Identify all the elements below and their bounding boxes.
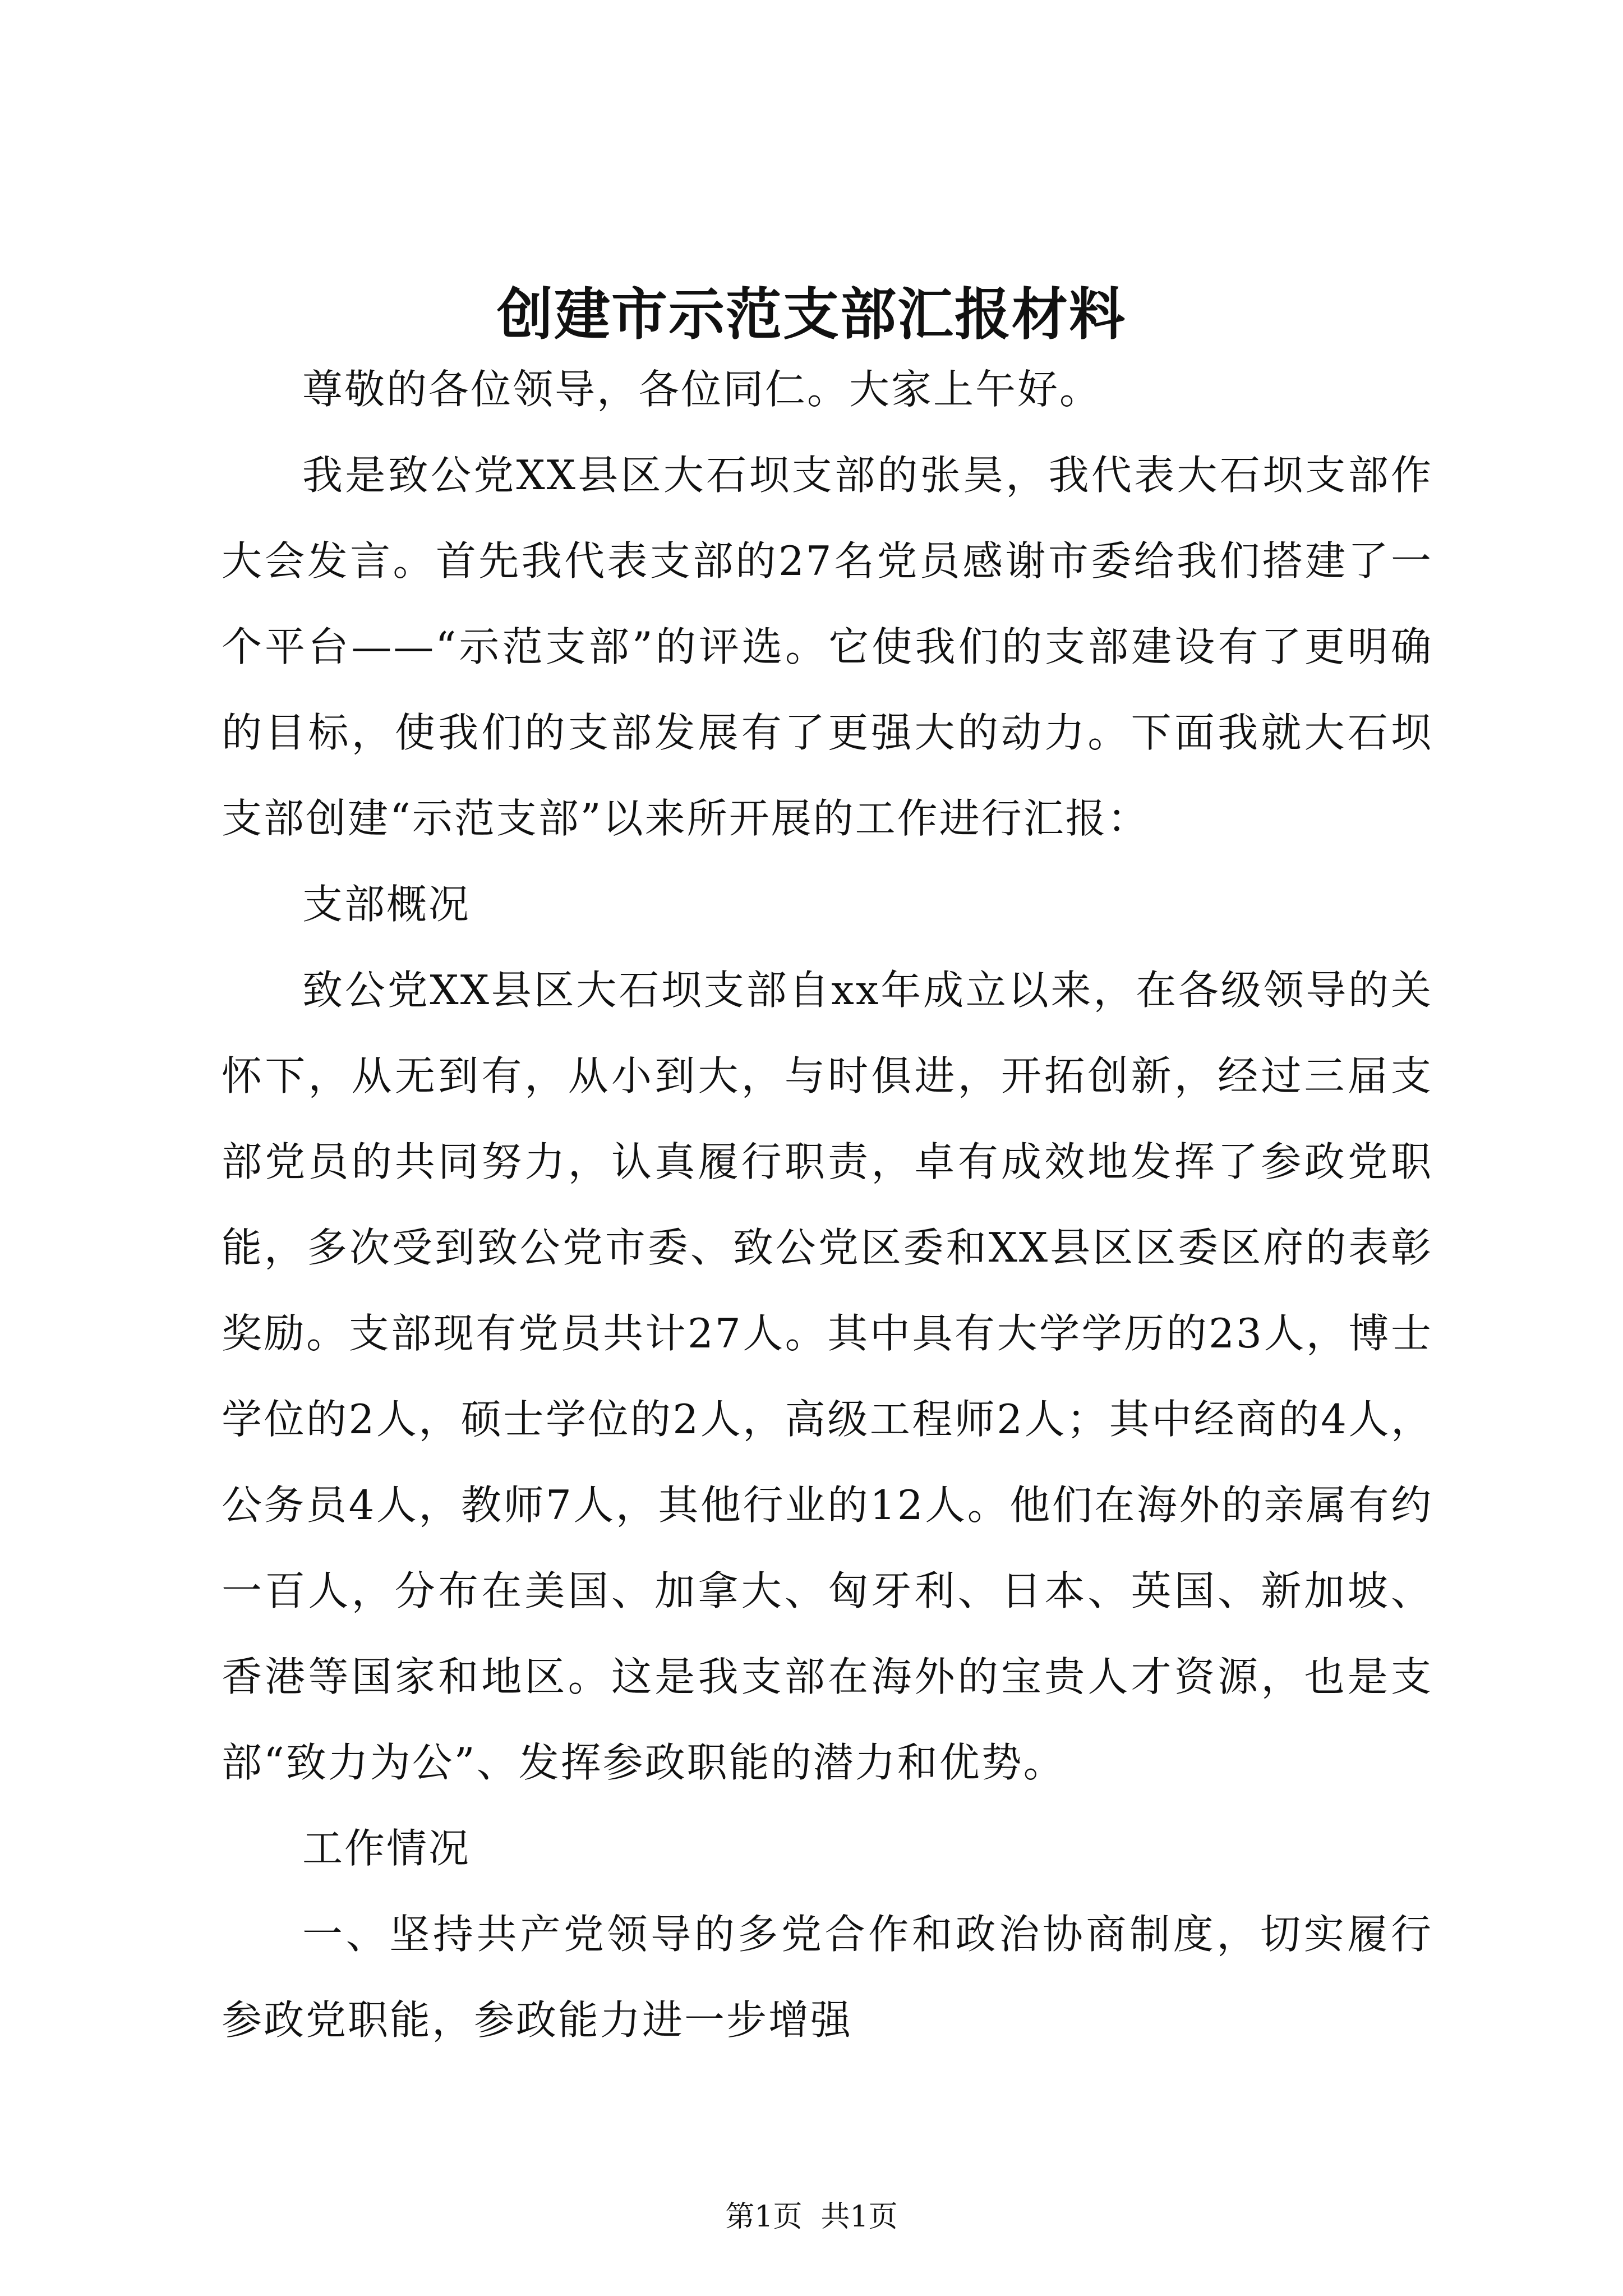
paragraph-greeting: 尊敬的各位领导，各位同仁。大家上午好。 <box>302 366 1102 413</box>
page-footer: 第1页 共1页 <box>725 2200 898 2234</box>
paragraph-introduction: 我是致公党XX县区大石坝支部的张昊，我代表大石坝支部作大会发言。首先我代表支部的27名党员感谢市委给我们搭建了一个平台——“示范支部”的评选。它使我们的支部建设有了更明确的目标，使我们的支部发展有了更强大的动力。下面我就大石坝支部创建“示范支部”以来所开展的工作进行汇报： <box>222 452 1433 842</box>
paragraph-overview: 致公党XX县区大石坝支部自xx年成立以来，在各级领导的关怀下，从无到有，从小到大，与时俱进，开拓创新，经过三届支部党员的共同努力，认真履行职责，卓有成效地发挥了参政党职能，多次受到致公党市委、致公党区委和XX县区区委区府的表彰奖励。支部现有党员共计27人。其中具有大学学历的23人，博士学位的2人，硕士学位的2人，高级工程师2人；其中经商的4人，公务员4人，教师7人，其他行业的12人。他们在海外的亲属有约一百人，分布在美国、加拿大、匈牙利、日本、英国、新加坡、香港等国家和地区。这是我支部在海外的宝贵人才资源，也是支部“致力为公”、发挥参政职能的潜力和优势。 <box>222 967 1433 1786</box>
section-heading-work: 工作情况 <box>302 1825 471 1872</box>
paragraph-work-item-1: 一、坚持共产党领导的多党合作和政治协商制度，切实履行参政党职能，参政能力进一步增强 <box>222 1911 1433 2044</box>
document-title: 创建市示范支部汇报材料 <box>497 281 1126 347</box>
document-body <box>222 347 1433 2063</box>
section-heading-overview: 支部概况 <box>302 881 471 928</box>
